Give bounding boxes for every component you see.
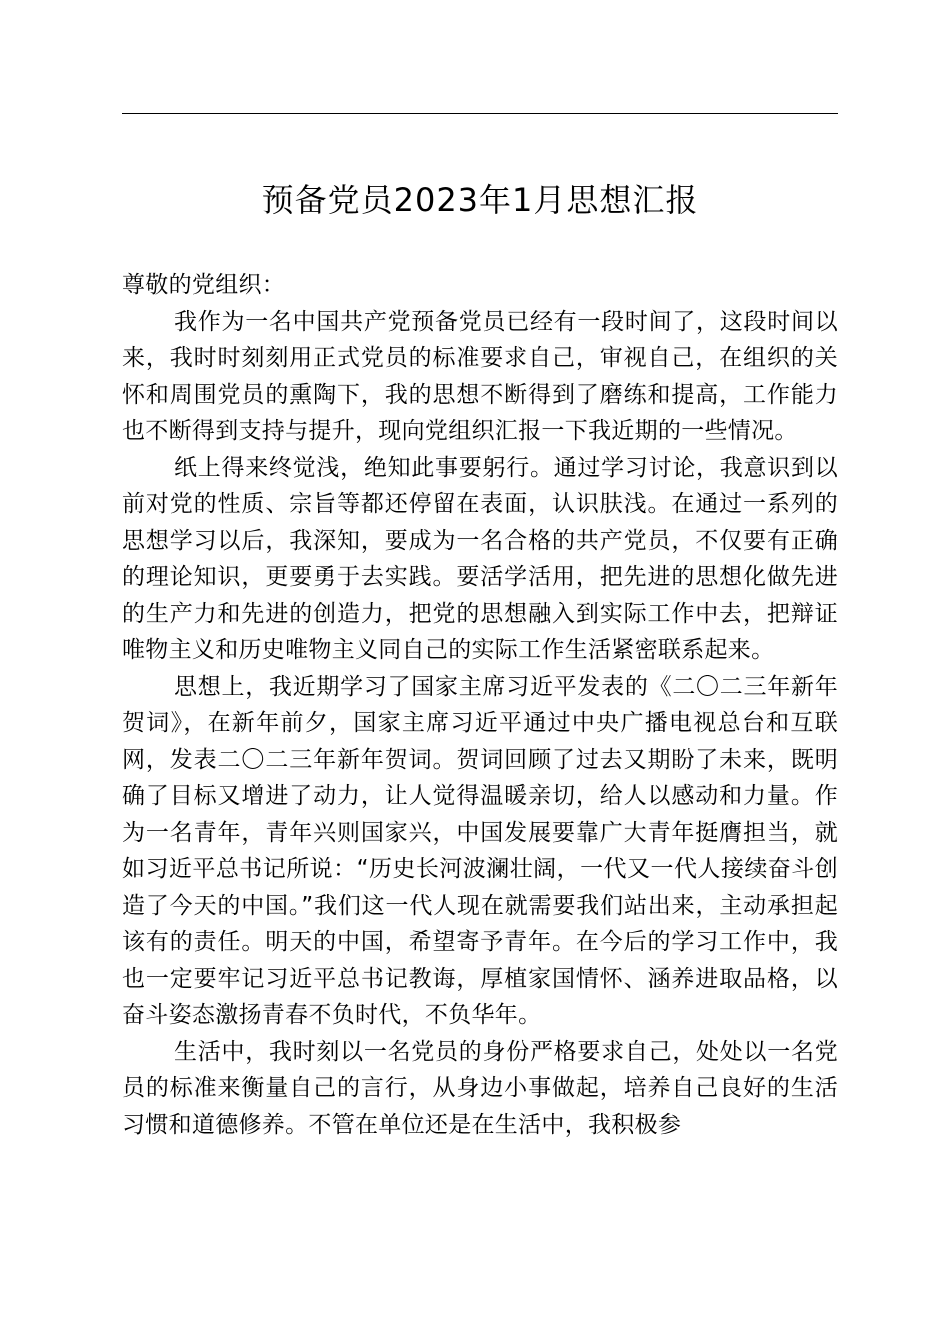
document-body (122, 267, 838, 1143)
document-title: 预备党员2023年1月思想汇报 (261, 181, 699, 219)
paragraph-1: 我作为一名中国共产党预备党员已经有一段时间了，这段时间以来，我时时刻刻用正式党员的标准要求自己，审视自己，在组织的关怀和周围党员的熏陶下，我的思想不断得到了磨练和提高，工作能力也不断得到支持与提升，现向党组织汇报一下我近期的一些情况。 (122, 308, 838, 444)
paragraph-3: 思想上，我近期学习了国家主席习近平发表的《二〇二三年新年贺词》，在新年前夕，国家主席习近平通过中央广播电视总台和互联网，发表二〇二三年新年贺词。贺词回顾了过去又期盼了未来，既明确了目标又增进了动力，让人觉得温暖亲切，给人以感动和力量。作为一名青年，青年兴则国家兴，中国发展要靠广大青年挺膺担当，就如习近平总书记所说：“历史长河波澜壮阔，一代又一代人接续奋斗创造了今天的中国。”我们这一代人现在就需要我们站出来，主动承担起该有的责任。明天的中国，希望寄予青年。在今后的学习工作中，我也一定要牢记习近平总书记教诲，厚植家国情怀、涵养进取品格，以奋斗姿态激扬青春不负时代，不负华年。 (122, 673, 838, 1028)
salutation: 尊敬的党组织： (122, 272, 286, 298)
header-rule (122, 113, 838, 114)
paragraph-4: 生活中，我时刻以一名党员的身份严格要求自己，处处以一名党员的标准来衡量自己的言行，从身边小事做起，培养自己良好的生活习惯和道德修养。不管在单位还是在生活中，我积极参 (122, 1038, 838, 1138)
paragraph-2: 纸上得来终觉浅，绝知此事要躬行。通过学习讨论，我意识到以前对党的性质、宗旨等都还停留在表面，认识肤浅。在通过一系列的思想学习以后，我深知，要成为一名合格的共产党员，不仅要有正确的理论知识，更要勇于去实践。要活学活用，把先进的思想化做先进的生产力和先进的创造力，把党的思想融入到实际工作中去，把辩证唯物主义和历史唯物主义同自己的实际工作生活紧密联系起来。 (122, 454, 838, 663)
